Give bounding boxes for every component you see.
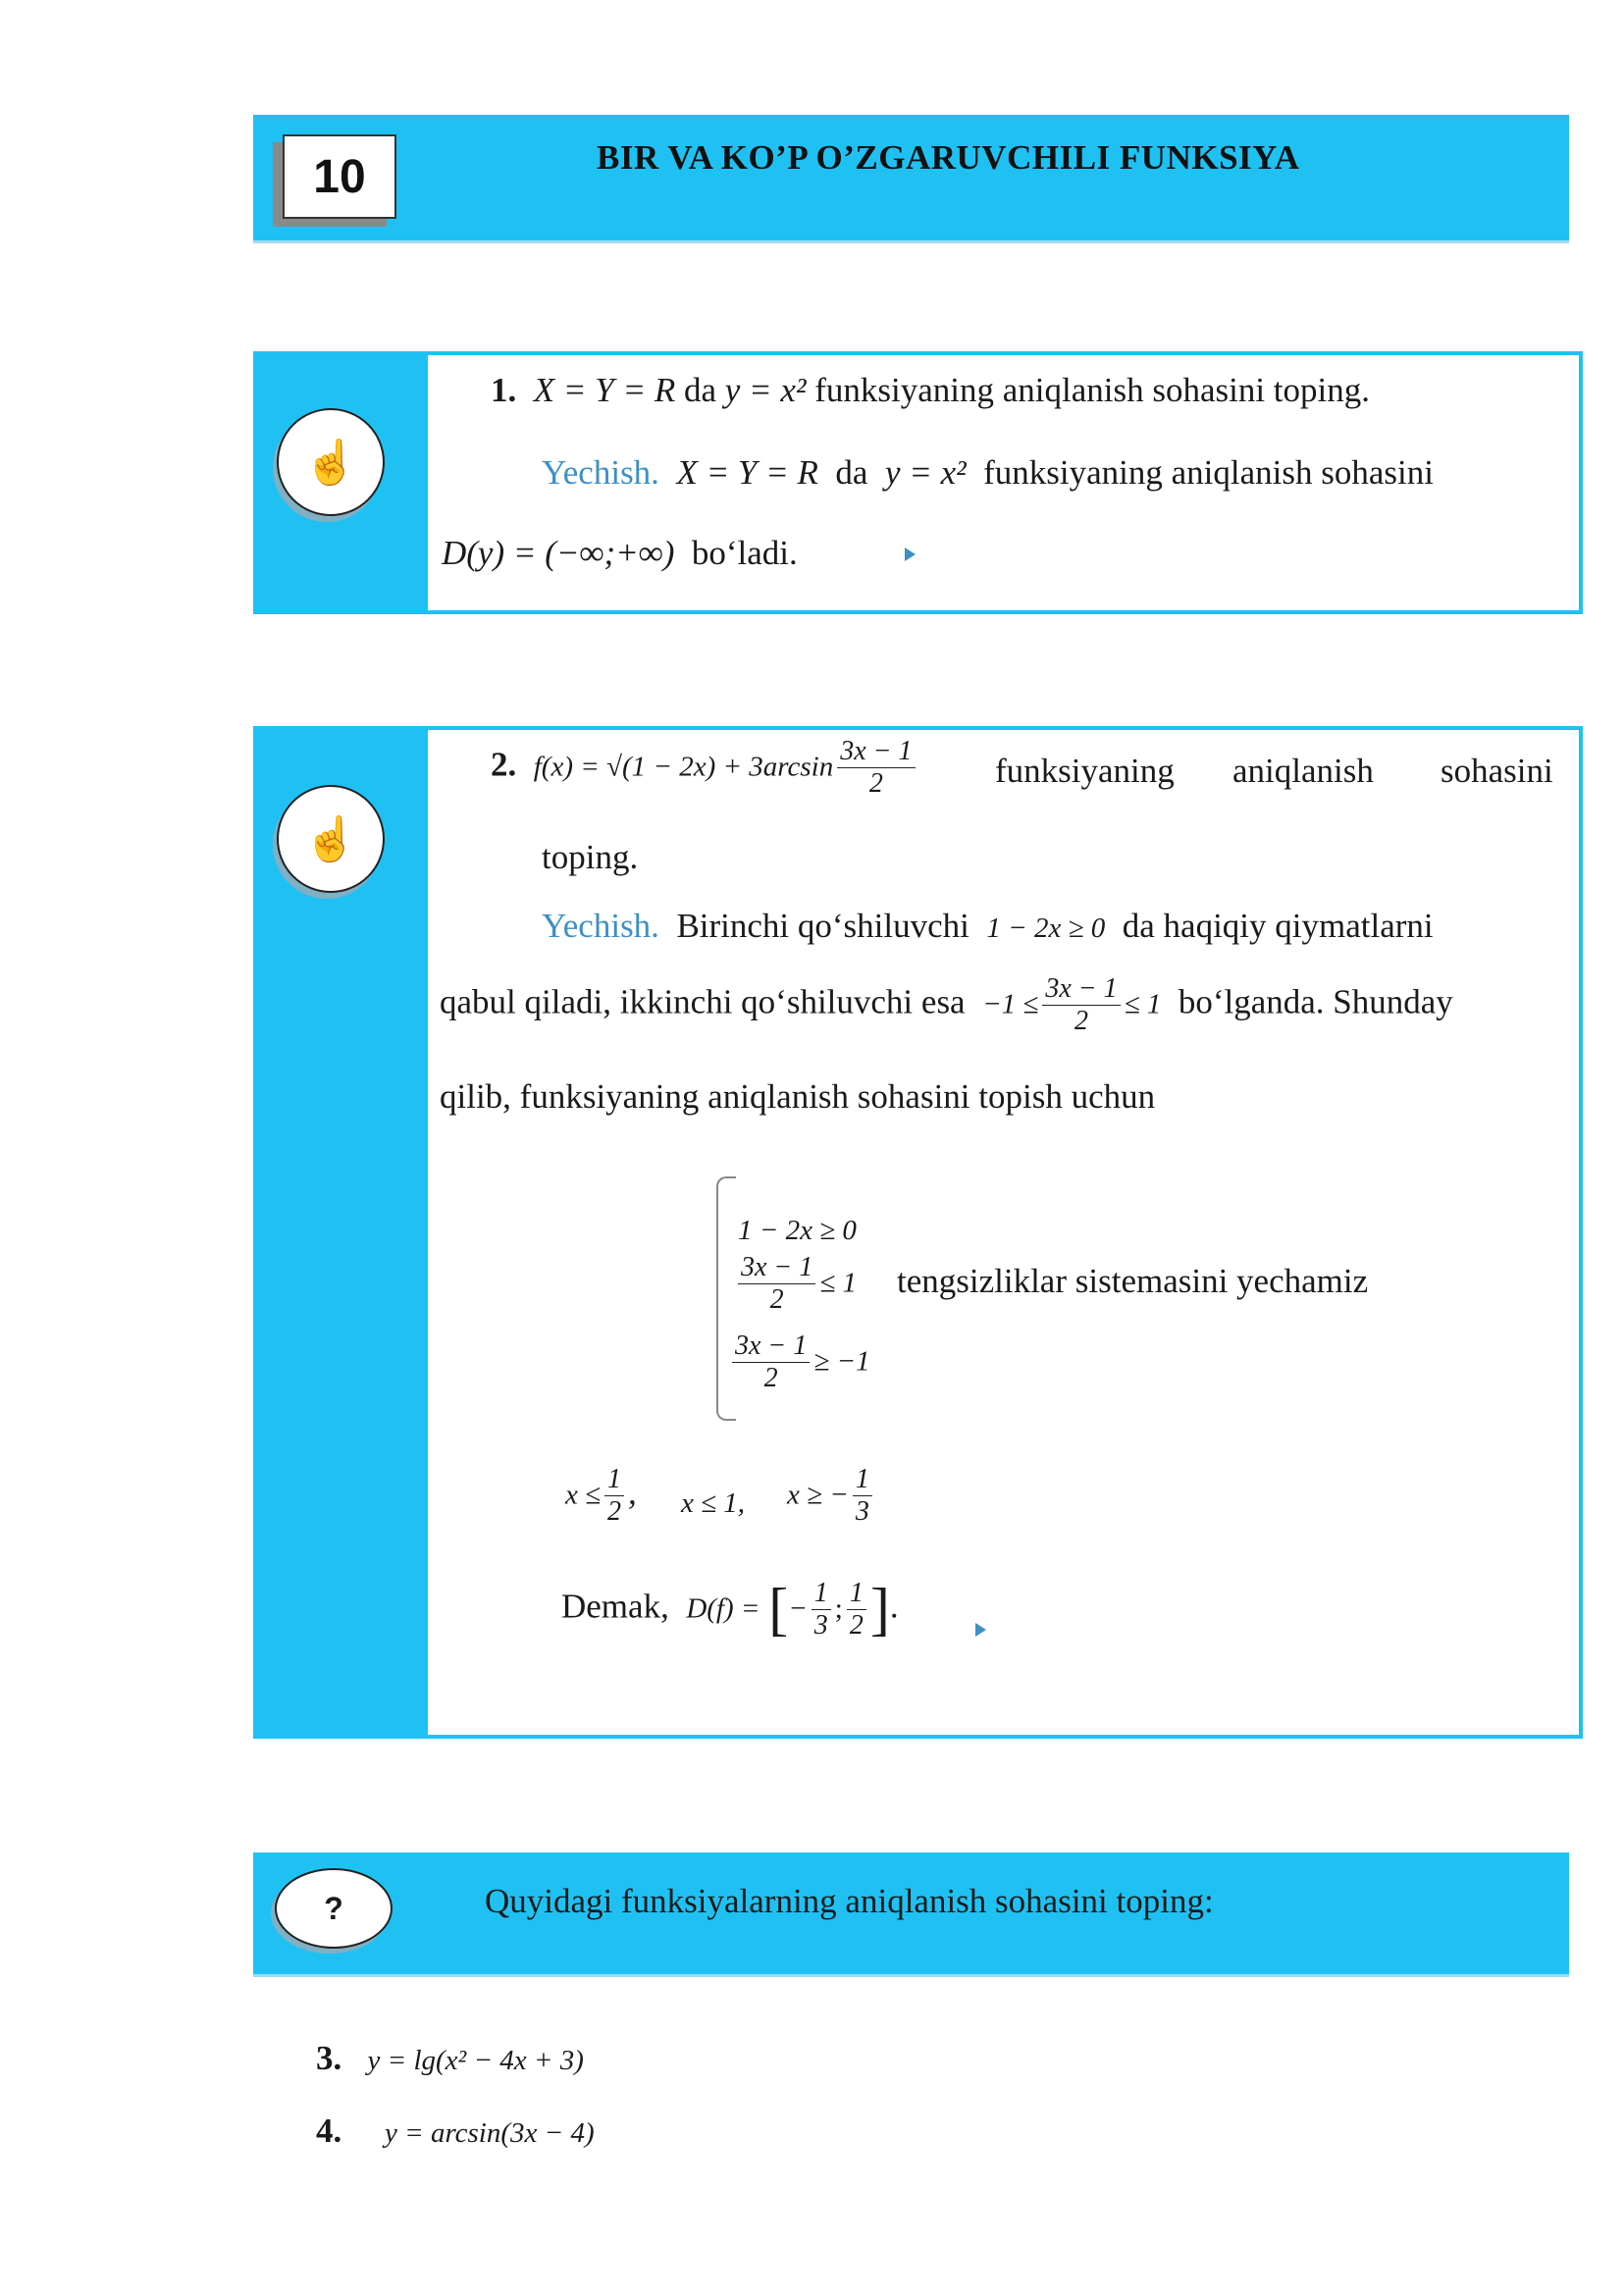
math-function: y = x² [724, 371, 807, 409]
fraction-denominator: 3 [855, 1496, 869, 1528]
exercise-number: 4. [316, 2112, 342, 2150]
text-da: da [835, 453, 868, 492]
math-expression: y = arcsin(3x − 4) [385, 2117, 595, 2149]
result-inequality-3 [787, 1464, 876, 1528]
math-function: f(x) = √(1 − 2x) + 3arcsin [533, 751, 834, 783]
example-2-sidebar [253, 726, 428, 1739]
example-1-box [253, 351, 1583, 614]
math-condition: 1 − 2x ≥ 0 [986, 913, 1106, 944]
fraction-denominator: 2 [607, 1496, 622, 1528]
fraction-numerator: 1 [847, 1578, 866, 1610]
fraction-denominator: 2 [849, 1610, 864, 1641]
fraction-numerator: 3x − 1 [837, 736, 915, 768]
example-2-function [491, 736, 919, 800]
relation: x ≥ − [787, 1479, 849, 1511]
solution-text: da haqiqiy qiymatlarni [1122, 907, 1434, 945]
solution-text: funksiyaning aniqlanish sohasini [983, 453, 1434, 492]
solution-text: Birinchi qo‘shiluvchi [676, 907, 969, 945]
example-1-solution-line2 [442, 534, 798, 573]
solution-text: qilib, funksiyaning aniqlanish sohasini topish uchun [440, 1077, 1156, 1116]
example-number: 1. [491, 371, 517, 409]
end-marker-icon [905, 548, 916, 561]
example-1-statement [491, 371, 1370, 410]
math-condition: X = Y = R [676, 453, 818, 492]
example-number: 2. [491, 745, 517, 784]
example-1-content [428, 351, 1583, 614]
task-text: sohasini [1441, 752, 1553, 790]
example-2-solution-line2 [440, 973, 1453, 1037]
task-text: aniqlanish [1232, 752, 1374, 790]
example-1-solution-line1 [542, 453, 1434, 493]
exercise-instruction: Quyidagi funksiyalarning aniqlanish sohasini toping: [485, 1882, 1214, 1920]
result-inequality-1: x ≤ $\frac{1}{2}$ , [565, 1464, 637, 1528]
fraction-numerator: 1 [604, 1464, 624, 1496]
math-expression: y = lg(x² − 4x + 3) [367, 2045, 584, 2076]
fraction-denominator: 3 [813, 1610, 828, 1641]
math-condition: −1 ≤ [982, 988, 1039, 1020]
pointing-hand-icon: ☝ [277, 408, 385, 516]
fraction-denominator: 2 [763, 1363, 778, 1394]
relation: ≥ −1 [813, 1345, 870, 1378]
task-text: funksiyaning [995, 752, 1175, 790]
fraction-numerator: 1 [812, 1578, 831, 1610]
pointing-hand-icon: ☝ [277, 785, 385, 893]
math-condition: X = Y = R [533, 371, 676, 409]
fraction-denominator: 2 [769, 1284, 784, 1316]
page-number: 10 [283, 134, 396, 219]
fraction-numerator: 3x − 1 [1042, 973, 1120, 1006]
math-function: y = x² [884, 453, 967, 492]
relation: ≤ 1 [819, 1267, 857, 1299]
system-inequality-1: 1 − 2x ≥ 0 [738, 1215, 857, 1246]
math-domain: D(y) = (−∞;+∞) [442, 534, 675, 572]
solution-text: tengsizliklar sistemasini yechamiz [897, 1262, 1369, 1300]
question-mark-icon: ? [275, 1868, 393, 1949]
end-marker-icon [975, 1623, 986, 1637]
example-1-sidebar [253, 351, 428, 614]
task-text: funksiyaning aniqlanish sohasini toping. [814, 371, 1370, 409]
task-text: toping. [542, 838, 639, 876]
fraction-denominator: 2 [868, 768, 883, 800]
example-2-content [428, 726, 1583, 1739]
final-answer: Demak, D(f) = [− $\frac{1}{3}$ ; $\frac{1}{2}$ ]. [561, 1577, 899, 1642]
chapter-title: BIR VA KO’P O’ZGARUVCHILI FUNKSIYA [597, 138, 1300, 177]
solution-label: Yechish. [542, 453, 659, 492]
example-2-solution-line1 [542, 907, 1434, 946]
solution-text: qabul qiladi, ikkinchi qo‘shiluvchi esa [440, 982, 966, 1021]
math-condition: ≤ 1 [1124, 988, 1162, 1020]
example-2-box [253, 726, 1583, 1739]
result-inequality-2: x ≤ 1, [681, 1487, 746, 1519]
solution-text: bo‘ladi. [691, 534, 798, 572]
solution-label: Yechish. [542, 907, 659, 945]
system-inequality-2 [734, 1252, 857, 1316]
system-inequality-3 [728, 1330, 870, 1394]
fraction-denominator: 2 [1074, 1006, 1089, 1037]
fraction-numerator: 1 [853, 1464, 872, 1496]
text-da: da [683, 371, 717, 409]
chapter-header [253, 115, 1569, 243]
exercise-header [253, 1852, 1569, 1977]
exercise-number: 3. [316, 2039, 342, 2077]
exercise-4 [316, 2112, 595, 2151]
exercise-3 [316, 2039, 584, 2078]
relation: x ≤ [565, 1479, 602, 1511]
solution-text: Demak, [561, 1587, 669, 1626]
fraction-numerator: 3x − 1 [732, 1330, 810, 1363]
fraction-numerator: 3x − 1 [738, 1252, 815, 1284]
math-domain: D(f) = [686, 1592, 760, 1625]
solution-text: bo‘lganda. Shunday [1178, 982, 1453, 1021]
